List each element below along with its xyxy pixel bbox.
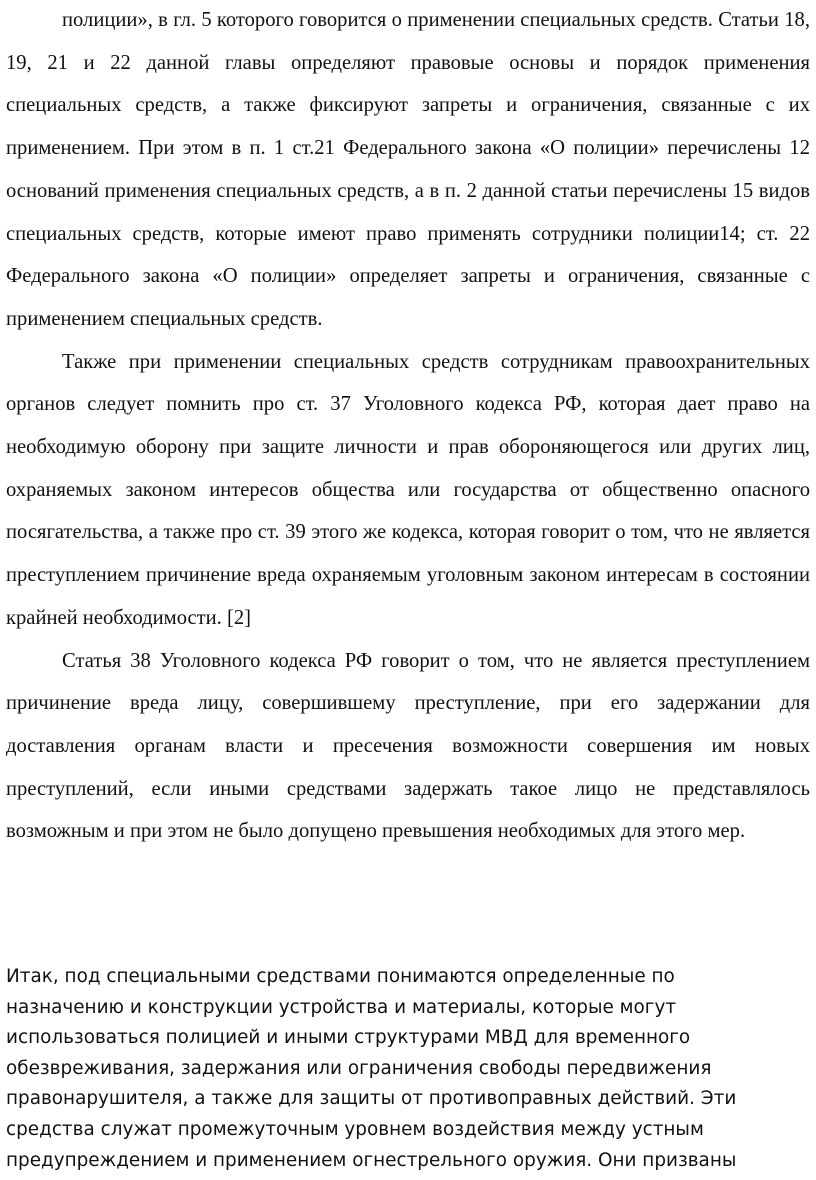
- paragraph-continued: полиции», в гл. 5 которого говорится о применении специальных средств. Статьи 18, 19, 21 и 22 данной главы определяют правовые основы и порядок применения специальных средств, а также фиксируют запреты и ограничения, связанные с их применением. При этом в п. 1 ст.21 Федерального закона «О полиции» перечислены 12 оснований применения специальных средств, а в п. 2 данной статьи перечислены 15 видов специальных средств, которые имеют право применять сотрудники полиции14; ст. 22 Федерального закона «О полиции» определяет запреты и ограничения, связанные с применением специальных средств.: [6, 9, 810, 330]
- paragraph-summary: Итак, под специальными средствами понимаются определенные по назначению и конструкции устройства и материалы, которые могут использоваться полицией и иными структурами МВД для временного обезвреживания, задержания или ограничения свободы передвижения правонарушителя, а также для защиты от противоправных действий. Эти средства служат промежуточным уровнем воздействия между устным предупреждением и применением огнестрельного оружия. Они призваны: [6, 966, 737, 1171]
- serif-text-block: [6, 0, 810, 853]
- paragraph-article-38: Статья 38 Уголовного кодекса РФ говорит о том, что не является преступлением причинение вреда лицу, совершившему преступление, при его задержании для доставления органам власти и пресечения возможности совершения им новых преступлений, если иными средствами задержать такое лицо не представлялось возможным и при этом не было допущено превышения необходимых для этого мер.: [6, 649, 810, 843]
- paragraph-article-37: Также при применении специальных средств сотрудникам правоохранительных органов следует помнить про ст. 37 Уголовного кодекса РФ, которая дает право на необходимую оборону при защите личности и прав обороняющегося или других лиц, охраняемых законом интересов общества или государства от общественно опасного посягательства, а также про ст. 39 этого же кодекса, которая говорит о том, что не является преступлением причинение вреда охраняемым уголовным законом интересам в состоянии крайней необходимости. [2]: [6, 350, 810, 629]
